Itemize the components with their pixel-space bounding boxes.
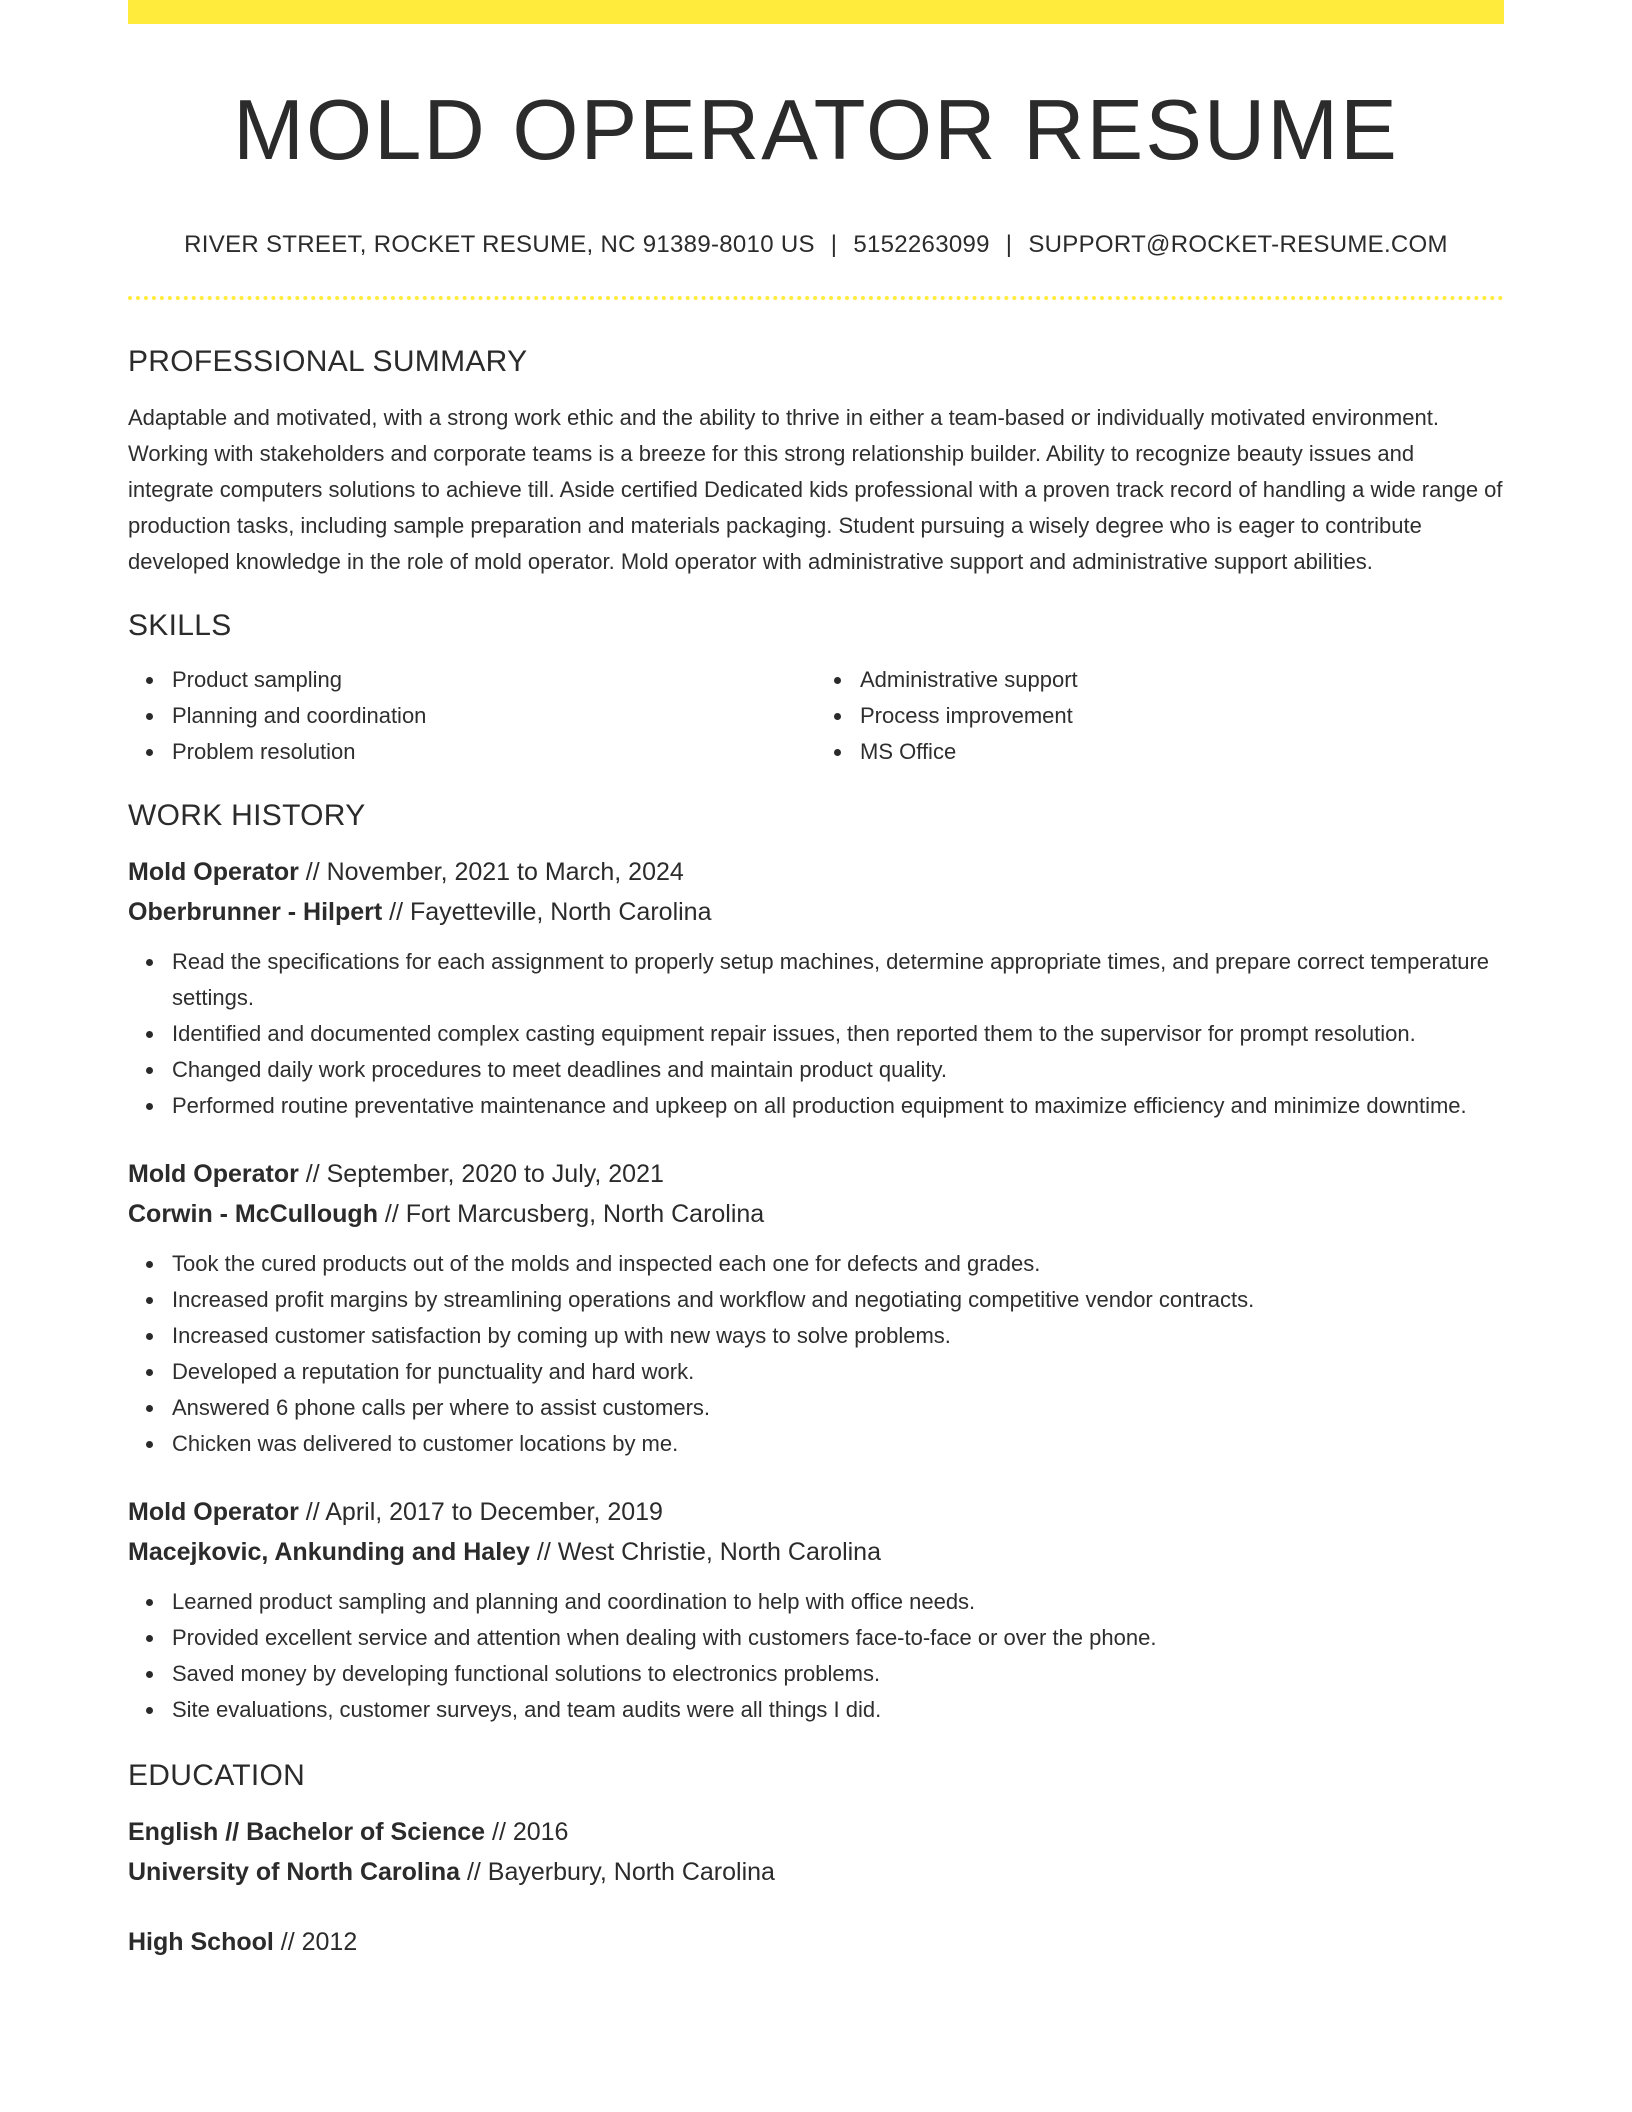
job-location: // West Christie, North Carolina: [529, 1538, 881, 1566]
skill-item: Administrative support: [860, 662, 1504, 698]
job-bullet: Changed daily work procedures to meet deadlines and maintain product quality.: [172, 1052, 1504, 1088]
job-bullet: Performed routine preventative maintenance and upkeep on all production equipment to maximize efficiency and minimize downtime.: [172, 1088, 1504, 1124]
skills-column-left: [128, 662, 816, 770]
skill-item: Problem resolution: [172, 734, 816, 770]
dotted-divider: [128, 296, 1504, 300]
job-entry: [128, 1154, 1504, 1462]
skill-item: MS Office: [860, 734, 1504, 770]
job-company: Oberbrunner - Hilpert: [128, 898, 383, 926]
resume-content: [128, 0, 1504, 1962]
job-bullet: Developed a reputation for punctuality and hard work.: [172, 1354, 1504, 1390]
skill-item: Process improvement: [860, 698, 1504, 734]
job-bullet: Provided excellent service and attention when dealing with customers face-to-face or over the phone.: [172, 1620, 1504, 1656]
job-title-line: [128, 1154, 1504, 1194]
job-company: Macejkovic, Ankunding and Haley: [128, 1538, 530, 1566]
contact-email: SUPPORT@ROCKET-RESUME.COM: [1028, 231, 1448, 258]
education-year: // 2012: [273, 1928, 358, 1956]
work-history-heading: WORK HISTORY: [128, 799, 366, 832]
job-entry: [128, 852, 1504, 1124]
job-bullet: Read the specifications for each assignment to properly setup machines, determine appropriate times, and prepare correct temperature settings.: [172, 944, 1504, 1016]
job-bullets: [128, 944, 1504, 1124]
job-dates: // November, 2021 to March, 2024: [298, 858, 684, 886]
contact-address: RIVER STREET, ROCKET RESUME, NC 91389-8010 US: [184, 231, 815, 258]
job-title: Mold Operator: [128, 1160, 299, 1188]
job-bullet: Increased customer satisfaction by coming up with new ways to solve problems.: [172, 1318, 1504, 1354]
job-entry: [128, 1492, 1504, 1728]
job-bullet: Took the cured products out of the molds and inspected each one for defects and grades.: [172, 1246, 1504, 1282]
job-bullet: Increased profit margins by streamlining operations and workflow and negotiating competitive vendor contracts.: [172, 1282, 1504, 1318]
skills-list: [128, 662, 1504, 770]
education-year: // 2016: [485, 1818, 569, 1846]
job-dates: // April, 2017 to December, 2019: [298, 1498, 663, 1526]
education-degree-line: [128, 1922, 1504, 1962]
job-location: // Fayetteville, North Carolina: [382, 898, 712, 926]
education-school-line: [128, 1852, 1504, 1892]
job-title: Mold Operator: [128, 1498, 299, 1526]
contact-separator: |: [830, 231, 838, 258]
job-bullet: Saved money by developing functional solutions to electronics problems.: [172, 1656, 1504, 1692]
education-entry: [128, 1922, 1504, 1962]
job-bullet: Learned product sampling and planning and coordination to help with office needs.: [172, 1584, 1504, 1620]
job-title-line: [128, 852, 1504, 892]
job-bullet: Answered 6 phone calls per where to assist customers.: [172, 1390, 1504, 1426]
job-bullets: [128, 1246, 1504, 1462]
job-bullet: Chicken was delivered to customer locations by me.: [172, 1426, 1504, 1462]
job-company-line: [128, 1532, 1504, 1572]
contact-separator: |: [1005, 231, 1013, 258]
job-dates: // September, 2020 to July, 2021: [298, 1160, 664, 1188]
job-bullet: Identified and documented complex casting equipment repair issues, then reported them to the supervisor for prompt resolution.: [172, 1016, 1504, 1052]
education-location: // Bayerbury, North Carolina: [460, 1858, 775, 1886]
job-company-line: [128, 1194, 1504, 1234]
job-bullet: Site evaluations, customer surveys, and team audits were all things I did.: [172, 1692, 1504, 1728]
job-location: // Fort Marcusberg, North Carolina: [377, 1200, 765, 1228]
education-school: University of North Carolina: [128, 1858, 460, 1886]
contact-phone: 5152263099: [853, 231, 990, 258]
education-degree: High School: [128, 1928, 274, 1956]
education-degree-line: [128, 1812, 1504, 1852]
education-degree: English // Bachelor of Science: [128, 1818, 486, 1846]
skills-heading: SKILLS: [128, 609, 232, 642]
education-heading: EDUCATION: [128, 1759, 306, 1792]
top-accent-bar: [128, 0, 1504, 24]
job-title-line: [128, 1492, 1504, 1532]
education-entry: [128, 1812, 1504, 1892]
job-company-line: [128, 892, 1504, 932]
skill-item: Planning and coordination: [172, 698, 816, 734]
job-title: Mold Operator: [128, 858, 299, 886]
skills-column-right: [816, 662, 1504, 770]
job-bullets: [128, 1584, 1504, 1728]
skill-item: Product sampling: [172, 662, 816, 698]
contact-line: [128, 229, 1504, 261]
summary-text: Adaptable and motivated, with a strong work ethic and the ability to thrive in either a team-based or individually motivated environment. Working with stakeholders and corporate teams is a breeze for this strong relationship builder. Ability to recognize beauty issues and integrate computers solutions to achieve till. Aside certified Dedicated kids professional with a proven track record of handling a wide range of production tasks, including sample preparation and materials packaging. Student pursuing a wisely degree who is eager to contribute developed knowledge in the role of mold operator. Mold operator with administrative support and administrative support abilities.: [128, 405, 1503, 574]
resume-title: MOLD OPERATOR RESUME: [233, 83, 1399, 178]
job-company: Corwin - McCullough: [128, 1200, 378, 1228]
summary-heading: PROFESSIONAL SUMMARY: [128, 345, 528, 378]
